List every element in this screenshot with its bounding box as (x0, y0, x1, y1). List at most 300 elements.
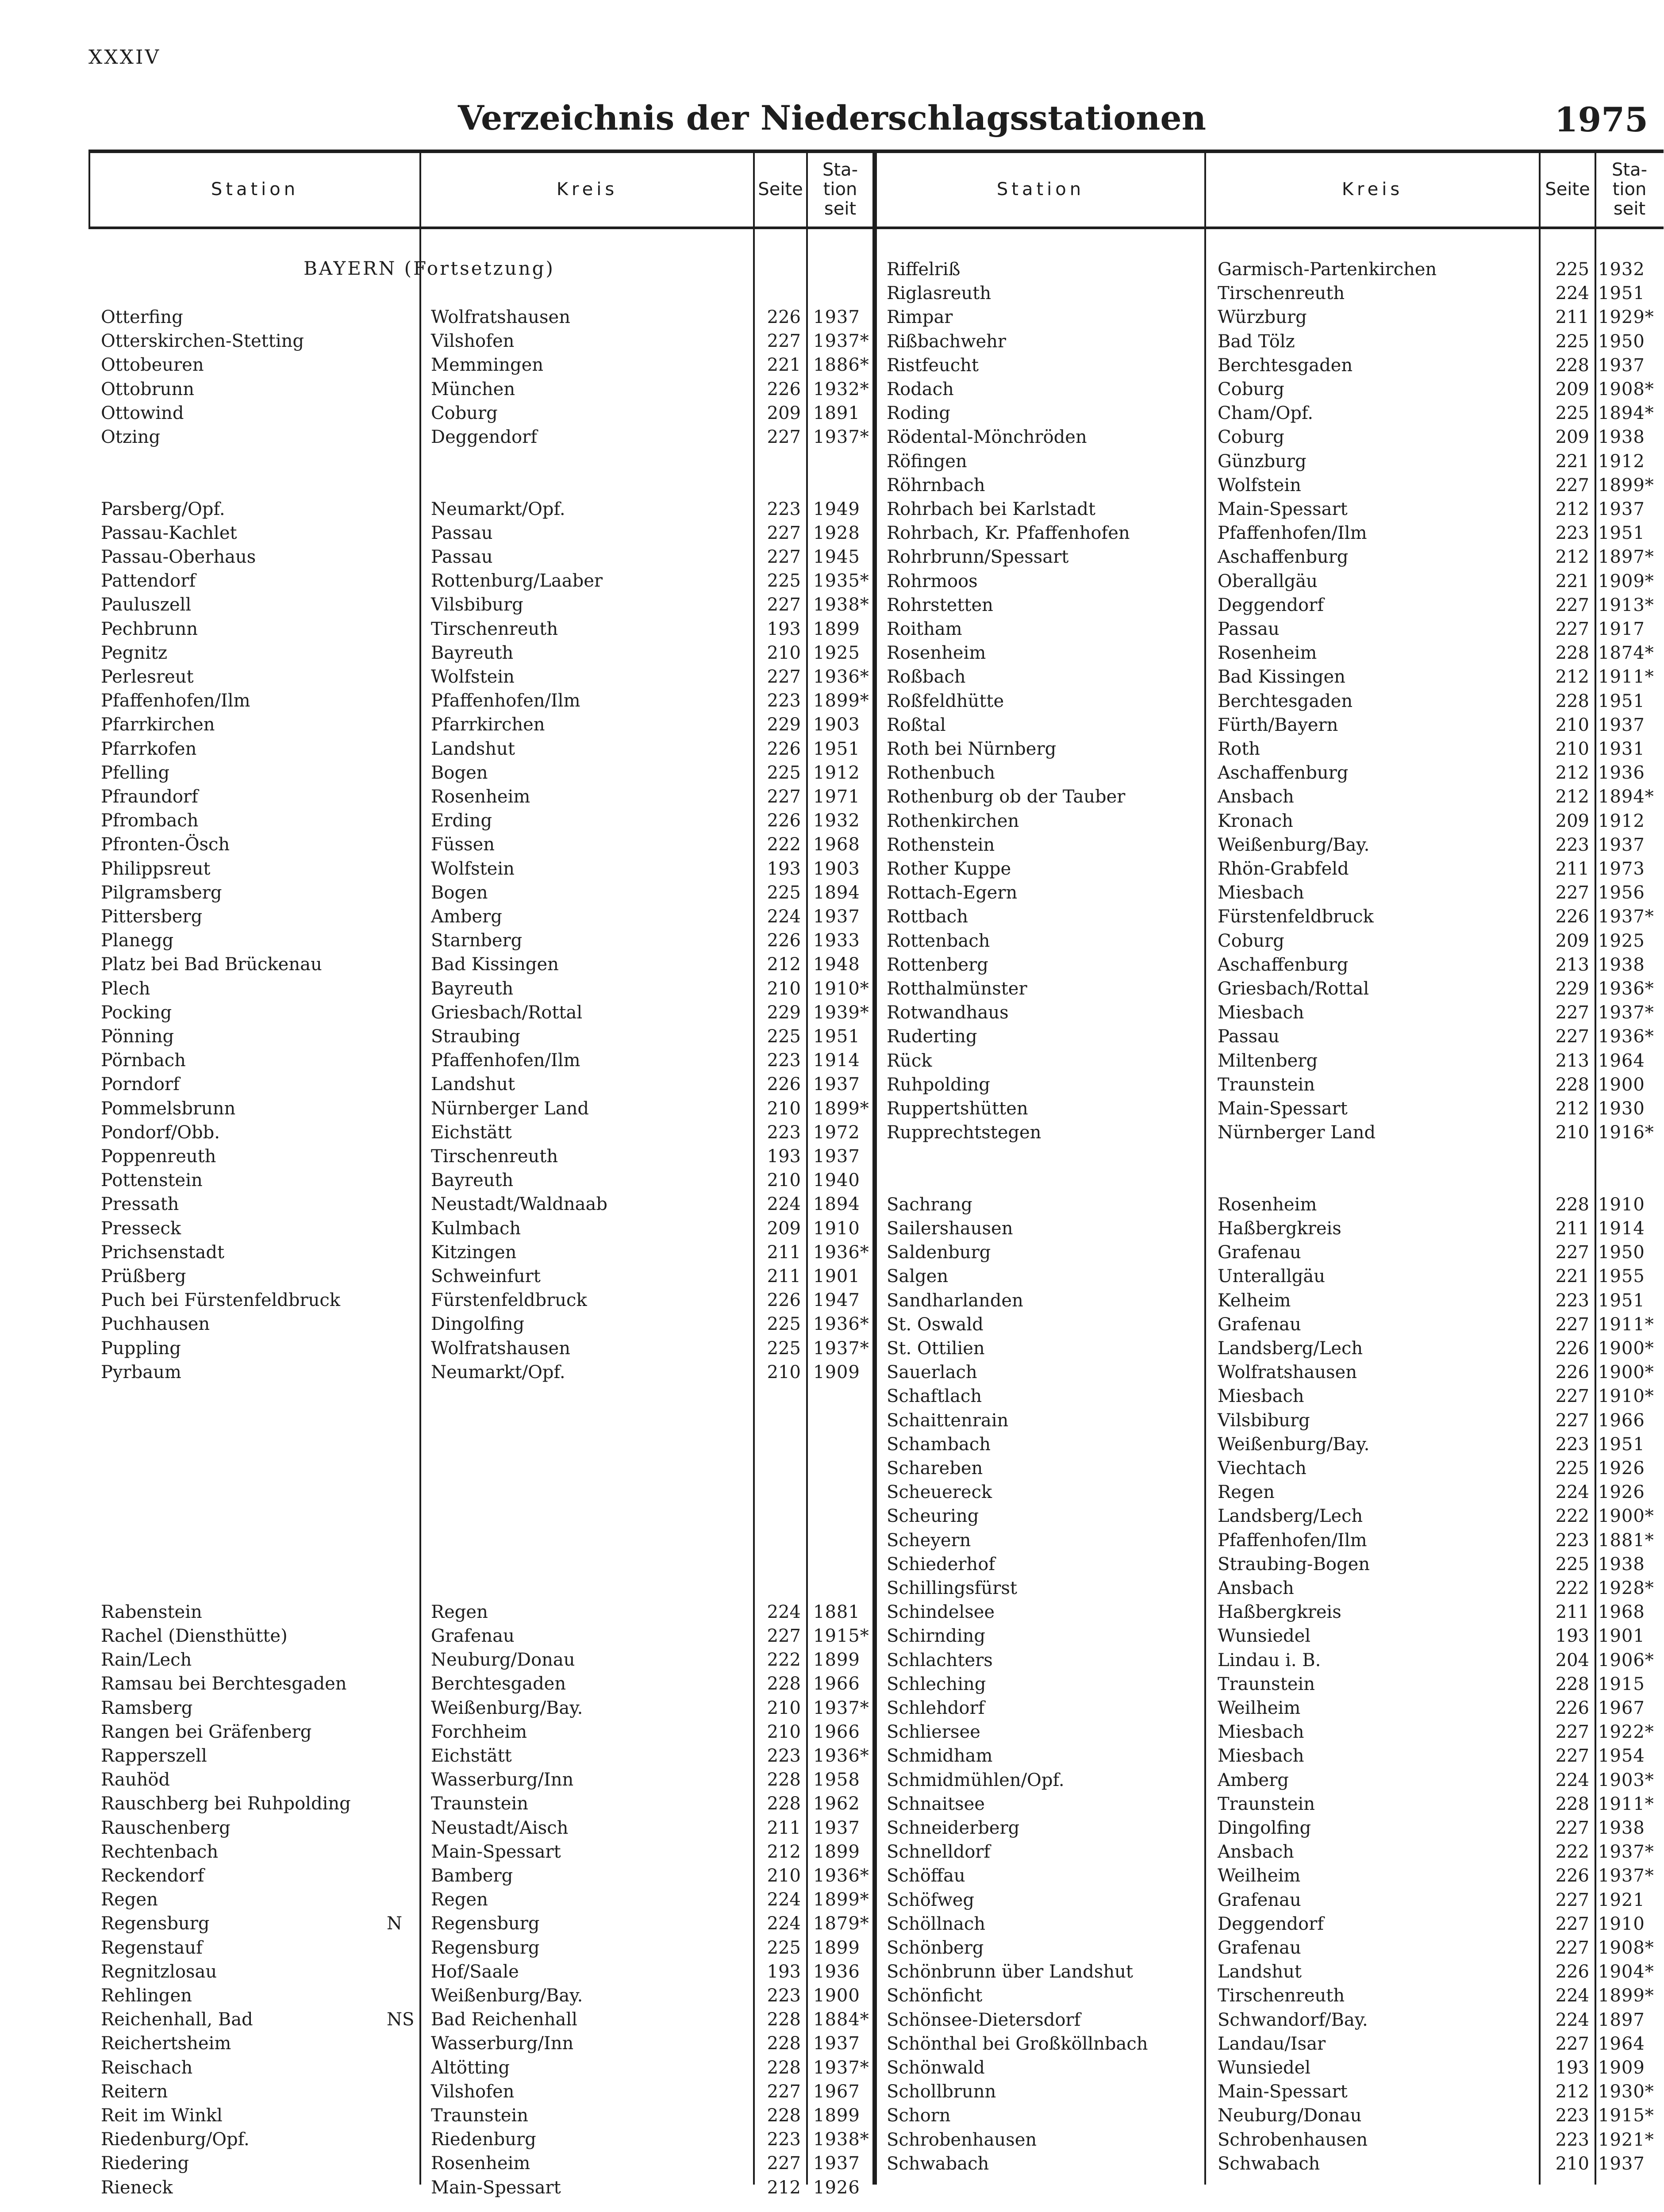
station-cell: Rothenkirchen (887, 810, 1019, 831)
station-seit-cell: 1910* (813, 978, 869, 999)
kreis-cell: Unterallgäu (1218, 1266, 1325, 1287)
station-cell: Ramsberg (101, 1697, 193, 1718)
station-seit-cell: 1964 (1598, 1050, 1645, 1071)
seite-cell: 204 (1555, 1650, 1589, 1671)
seite-cell: 193 (767, 858, 801, 879)
station-cell: Rißbachwehr (887, 331, 1007, 352)
seite-cell: 227 (1555, 475, 1589, 495)
station-cell: Rauschberg bei Ruhpolding (101, 1793, 351, 1814)
seite-cell: 227 (767, 1626, 801, 1646)
station-cell: Rapperszell (101, 1746, 207, 1766)
seite-cell: 211 (1555, 1602, 1589, 1623)
station-seit-cell: 1936 (1598, 763, 1645, 783)
station-seit-cell: 1945 (813, 547, 860, 567)
kreis-cell: Landau/Isar (1218, 2033, 1326, 2054)
page-number: XXXIV (88, 46, 161, 69)
kreis-cell: Bad Kissingen (1218, 667, 1345, 687)
station-seit-cell: 1971 (813, 787, 860, 807)
station-seit-cell: 1938* (813, 595, 869, 615)
seite-cell: 227 (767, 787, 801, 807)
station-cell: Sailershausen (887, 1218, 1013, 1239)
seite-cell: 223 (1555, 1434, 1589, 1455)
section-heading: BAYERN (Fortsetzung) (304, 257, 555, 279)
seite-cell: 212 (1555, 2081, 1589, 2102)
seite-cell: 223 (767, 2129, 801, 2150)
seite-cell: 228 (767, 1674, 801, 1694)
kreis-cell: Coburg (1218, 930, 1284, 951)
station-seit-cell: 1937 (1598, 714, 1645, 735)
station-cell: Rechtenbach (101, 1841, 219, 1862)
kreis-cell: Aschaffenburg (1218, 763, 1349, 783)
kreis-cell: Nürnberger Land (1218, 1122, 1376, 1143)
station-seit-cell: 1904* (1598, 1962, 1654, 1982)
station-seit-cell: 1940 (813, 1170, 860, 1191)
kreis-cell: Landsberg/Lech (1218, 1338, 1363, 1359)
station-cell: Presseck (101, 1218, 181, 1239)
station-seit-cell: 1899* (1598, 475, 1654, 495)
station-seit-cell: 1910 (813, 1218, 860, 1239)
station-seit-cell: 1912 (813, 762, 860, 783)
kreis-cell: Bogen (431, 882, 488, 903)
kreis-cell: Main-Spessart (431, 2177, 561, 2198)
kreis-cell: Rottenburg/Laaber (431, 571, 603, 591)
seite-cell: 211 (767, 1817, 801, 1838)
seite-cell: 224 (1555, 2009, 1589, 2030)
station-seit-cell: 1909* (1598, 571, 1654, 591)
seite-cell: 227 (1555, 1314, 1589, 1335)
station-seit-cell: 1937* (1598, 1866, 1654, 1886)
station-seit-cell: 1901 (813, 1266, 860, 1286)
station-cell: Otterskirchen-Stetting (101, 331, 304, 352)
station-cell: Scheyern (887, 1530, 971, 1551)
station-cell: Regnitzlosau (101, 1961, 217, 1982)
seite-cell: 224 (1555, 1482, 1589, 1503)
kreis-cell: Deggendorf (431, 427, 537, 447)
kreis-cell: Regen (1218, 1482, 1275, 1503)
kreis-cell: Bad Tölz (1218, 331, 1295, 352)
kreis-cell: Wolfstein (1218, 475, 1301, 495)
seite-cell: 228 (767, 1770, 801, 1790)
station-seit-cell: 1881 (813, 1601, 860, 1622)
seite-cell: 212 (767, 954, 801, 975)
station-seit-cell: 1900 (813, 1985, 860, 2006)
station-seit-cell: 1915* (813, 1626, 869, 1646)
station-cell: Regenstauf (101, 1937, 203, 1958)
kreis-cell: Neumarkt/Opf. (431, 1362, 565, 1382)
station-cell: Ottowind (101, 403, 184, 423)
station-seit-cell: 1972 (813, 1122, 860, 1143)
station-seit-cell: 1930 (1598, 1098, 1645, 1119)
seite-cell: 228 (1555, 355, 1589, 376)
station-cell: Ruderting (887, 1026, 977, 1047)
station-seit-cell: 1912 (1598, 451, 1645, 472)
station-seit-cell: 1926 (1598, 1482, 1645, 1503)
station-cell: Pönning (101, 1026, 174, 1047)
station-seit-cell: 1910 (1598, 1194, 1645, 1215)
seite-cell: 210 (767, 1362, 801, 1382)
kreis-cell: Tirschenreuth (431, 618, 558, 639)
station-seit-cell: 1911* (1598, 1314, 1654, 1335)
kreis-cell: Regen (431, 1889, 488, 1910)
seite-cell: 224 (767, 1601, 801, 1622)
kreis-cell: Wolfstein (431, 858, 515, 879)
seite-cell: 193 (767, 618, 801, 639)
seite-cell: 225 (767, 1338, 801, 1359)
kreis-cell: Miesbach (1218, 1746, 1304, 1767)
kreis-cell: Deggendorf (1218, 595, 1324, 615)
kreis-cell: Neuburg/Donau (1218, 2105, 1362, 2126)
seite-cell: 225 (1555, 403, 1589, 424)
station-seit-cell: 1936* (813, 1314, 869, 1335)
station-seit-cell: 1939* (813, 1002, 869, 1023)
station-seit-cell: 1937 (813, 906, 860, 927)
station-cell: Rohrmoos (887, 571, 978, 591)
station-cell: Rupprechtstegen (887, 1122, 1041, 1143)
station-cell: Passau-Kachlet (101, 522, 237, 543)
seite-cell: 228 (1555, 1793, 1589, 1814)
seite-cell: 222 (767, 1650, 801, 1671)
seite-cell: 226 (1555, 1338, 1589, 1359)
kreis-cell: Griesbach/Rottal (431, 1002, 583, 1023)
station-cell: Pfaffenhofen/Ilm (101, 691, 250, 711)
station-cell: Schlachters (887, 1650, 993, 1671)
station-cell: Schönsee-Dietersdorf (887, 2009, 1081, 2030)
seite-cell: 226 (767, 1290, 801, 1311)
station-cell: Schneiderberg (887, 1818, 1020, 1838)
station-cell: Schnaitsee (887, 1793, 985, 1814)
station-cell: Schollbrunn (887, 2081, 996, 2102)
station-cell: Pyrbaum (101, 1362, 181, 1382)
kreis-cell: Tirschenreuth (1218, 283, 1345, 304)
station-cell: Rehlingen (101, 1985, 192, 2006)
station-cell: Rosenheim (887, 643, 986, 664)
station-seit-cell: 1886* (813, 355, 869, 376)
kreis-cell: Main-Spessart (1218, 499, 1348, 519)
station-cell: Rothenstein (887, 834, 995, 855)
station-seit-cell: 1951 (813, 738, 860, 759)
kreis-cell: Traunstein (431, 1793, 528, 1814)
station-seit-cell: 1897 (1598, 2009, 1645, 2030)
kreis-cell: Fürstenfeldbruck (431, 1290, 587, 1311)
station-seit-cell: 1938 (1598, 427, 1645, 448)
station-seit-cell: 1938 (1598, 1554, 1645, 1575)
station-seit-cell: 1938 (1598, 1818, 1645, 1838)
kreis-cell: Lindau i. B. (1218, 1650, 1321, 1671)
seite-cell: 226 (1555, 1362, 1589, 1383)
kreis-cell: Wunsiedel (1218, 2058, 1311, 2078)
seite-cell: 227 (767, 2081, 801, 2102)
kreis-cell: Miesbach (1218, 1386, 1304, 1407)
kreis-cell: Griesbach/Rottal (1218, 979, 1369, 999)
kreis-cell: Rosenheim (1218, 643, 1317, 664)
station-cell: Schönbrunn über Landshut (887, 1962, 1133, 1982)
kreis-cell: Schwandorf/Bay. (1218, 2009, 1368, 2030)
kreis-cell: Regen (431, 1601, 488, 1622)
kreis-cell: Kulmbach (431, 1218, 521, 1239)
station-seit-cell: 1937 (813, 2033, 860, 2054)
seite-cell: 223 (767, 691, 801, 711)
station-seit-cell: 1951 (1598, 1434, 1645, 1455)
seite-cell: 224 (1555, 283, 1589, 304)
station-seit-cell: 1937 (813, 307, 860, 327)
seite-cell: 224 (767, 1889, 801, 1910)
station-cell: Schöfweg (887, 1889, 974, 1910)
kreis-cell: Bogen (431, 762, 488, 783)
seite-cell: 212 (1555, 547, 1589, 568)
header-station-seit-line3: seit (824, 198, 857, 219)
station-cell: Ottobrunn (101, 379, 195, 399)
station-cell: Schöffau (887, 1866, 965, 1886)
station-seit-cell: 1926 (813, 2177, 860, 2198)
station-cell: Puppling (101, 1338, 181, 1359)
seite-cell: 209 (1555, 810, 1589, 831)
station-cell: Scheuereck (887, 1482, 992, 1503)
station-cell: Pittersberg (101, 906, 203, 927)
station-cell: Pfarrkirchen (101, 714, 215, 735)
seite-cell: 221 (1555, 1266, 1589, 1287)
header-seite-left: Seite (758, 179, 803, 200)
seite-cell: 228 (767, 2105, 801, 2126)
station-cell: Schnelldorf (887, 1842, 991, 1863)
kreis-cell: Miesbach (1218, 1002, 1304, 1023)
station-cell: Pattendorf (101, 571, 196, 591)
station-cell: Roßtal (887, 714, 946, 735)
seite-cell: 224 (767, 1194, 801, 1215)
station-seit-cell: 1958 (813, 1770, 860, 1790)
station-seit-cell: 1903 (813, 714, 860, 735)
station-cell: Pauluszell (101, 595, 192, 615)
station-seit-cell: 1899 (813, 2105, 860, 2126)
station-cell: Puchhausen (101, 1314, 210, 1335)
station-cell: Pörnbach (101, 1050, 186, 1071)
station-cell: Ruppertshütten (887, 1098, 1028, 1119)
seite-cell: 227 (1555, 1938, 1589, 1958)
seite-cell: 227 (1555, 1242, 1589, 1263)
kreis-cell: Ansbach (1218, 1578, 1294, 1598)
seite-cell: 193 (1555, 1626, 1589, 1647)
station-cell: Platz bei Bad Brückenau (101, 954, 322, 975)
seite-cell: 210 (1555, 2153, 1589, 2174)
station-seit-cell: 1900* (1598, 1506, 1654, 1527)
kreis-cell: Bad Reichenhall (431, 2009, 577, 2030)
kreis-cell: Rosenheim (1218, 1194, 1317, 1215)
year: 1975 (1554, 100, 1648, 139)
station-seit-cell: 1929* (1598, 307, 1654, 328)
station-cell: Röfingen (887, 451, 967, 472)
station-cell: Pottenstein (101, 1170, 203, 1191)
station-cell: Reichenhall, Bad (101, 2009, 253, 2030)
station-cell: Riedering (101, 2153, 189, 2174)
station-seit-cell: 1968 (1598, 1602, 1645, 1623)
seite-cell: 229 (1555, 979, 1589, 999)
seite-cell: 211 (767, 1266, 801, 1286)
seite-cell: 228 (1555, 691, 1589, 711)
seite-cell: 221 (1555, 571, 1589, 591)
kreis-cell: Bad Kissingen (431, 954, 559, 975)
header-station-right: Station (996, 179, 1085, 200)
station-seit-cell: 1937 (1598, 355, 1645, 376)
seite-cell: 227 (1555, 595, 1589, 615)
station-seit-cell: 1897* (1598, 547, 1654, 568)
kreis-cell: Grafenau (1218, 1314, 1301, 1335)
seite-cell: 226 (767, 930, 801, 951)
station-mark: N (387, 1913, 402, 1934)
header-station-seit-line1: Sta- (822, 159, 858, 180)
header-station-left: Station (211, 179, 299, 200)
station-seit-cell: 1950 (1598, 331, 1645, 352)
seite-cell: 228 (1555, 643, 1589, 664)
seite-cell: 223 (767, 1050, 801, 1071)
station-seit-cell: 1936* (1598, 979, 1654, 999)
station-cell: Regen (101, 1889, 158, 1910)
station-seit-cell: 1933 (813, 930, 860, 951)
station-cell: Ristfeucht (887, 355, 979, 376)
seite-cell: 223 (767, 499, 801, 519)
station-cell: Rohrstetten (887, 595, 993, 615)
station-cell: Rotthalmünster (887, 979, 1027, 999)
kreis-cell: Passau (431, 522, 493, 543)
kreis-cell: Vilsbiburg (1218, 1410, 1310, 1431)
seite-cell: 228 (767, 1793, 801, 1814)
station-cell: Schlehdorf (887, 1698, 985, 1718)
kreis-cell: Passau (1218, 1026, 1280, 1047)
station-seit-cell: 1936* (813, 1242, 869, 1263)
station-seit-cell: 1891 (813, 403, 860, 423)
kreis-cell: Pfarrkirchen (431, 714, 545, 735)
seite-cell: 225 (767, 1937, 801, 1958)
station-seit-cell: 1894* (1598, 787, 1654, 807)
station-seit-cell: 1909 (813, 1362, 860, 1382)
station-cell: Roding (887, 403, 950, 424)
kreis-cell: Weilheim (1218, 1698, 1301, 1718)
station-cell: Reichertsheim (101, 2033, 231, 2054)
station-cell: Porndorf (101, 1074, 180, 1095)
station-seit-cell: 1973 (1598, 859, 1645, 879)
kreis-cell: Bayreuth (431, 1170, 514, 1191)
seite-cell: 212 (1555, 499, 1589, 519)
station-cell: Saldenburg (887, 1242, 991, 1263)
station-cell: Ramsau bei Berchtesgaden (101, 1674, 347, 1694)
station-cell: Schmidham (887, 1746, 993, 1767)
station-seit-cell: 1894 (813, 882, 860, 903)
kreis-cell: Wunsiedel (1218, 1626, 1311, 1647)
seite-cell: 227 (1555, 1889, 1589, 1910)
seite-cell: 229 (767, 714, 801, 735)
kreis-cell: Main-Spessart (431, 1841, 561, 1862)
seite-cell: 227 (1555, 883, 1589, 903)
station-seit-cell: 1937* (813, 1338, 869, 1359)
station-seit-cell: 1913* (1598, 595, 1654, 615)
header-station-seit-line1: Sta- (1611, 159, 1648, 180)
station-seit-cell: 1903* (1598, 1770, 1654, 1790)
seite-cell: 224 (767, 906, 801, 927)
seite-cell: 227 (1555, 1026, 1589, 1047)
kreis-cell: München (431, 379, 515, 399)
station-cell: Rohrbrunn/Spessart (887, 547, 1069, 568)
page-title: Verzeichnis der Niederschlagsstationen (458, 98, 1206, 138)
station-cell: Reckendorf (101, 1866, 204, 1886)
seite-cell: 226 (767, 810, 801, 831)
station-seit-cell: 1894* (1598, 403, 1654, 424)
seite-cell: 224 (1555, 1770, 1589, 1790)
station-seit-cell: 1900* (1598, 1362, 1654, 1383)
kreis-cell: Roth (1218, 739, 1260, 759)
kreis-cell: Günzburg (1218, 451, 1307, 472)
station-seit-cell: 1937 (813, 1817, 860, 1838)
station-cell: Schrobenhausen (887, 2129, 1037, 2150)
station-seit-cell: 1950 (1598, 1242, 1645, 1263)
station-cell: Pondorf/Obb. (101, 1122, 220, 1143)
seite-cell: 222 (1555, 1842, 1589, 1863)
seite-cell: 228 (767, 2033, 801, 2054)
station-seit-cell: 1938 (1598, 954, 1645, 975)
kreis-cell: Kelheim (1218, 1290, 1291, 1311)
kreis-cell: Schweinfurt (431, 1266, 541, 1286)
seite-cell: 227 (767, 331, 801, 352)
station-seit-cell: 1968 (813, 834, 860, 855)
seite-cell: 227 (1555, 1002, 1589, 1023)
station-seit-cell: 1937* (813, 1697, 869, 1718)
station-seit-cell: 1966 (813, 1721, 860, 1742)
kreis-cell: Grafenau (1218, 1938, 1301, 1958)
seite-cell: 227 (767, 427, 801, 447)
seite-cell: 212 (1555, 763, 1589, 783)
seite-cell: 193 (1555, 2058, 1589, 2078)
station-cell: Pfronten-Ösch (101, 834, 230, 855)
station-cell: Rothenburg ob der Tauber (887, 787, 1126, 807)
seite-cell: 224 (767, 1913, 801, 1934)
station-cell: Schorn (887, 2105, 951, 2126)
station-cell: Rabenstein (101, 1601, 202, 1622)
station-seit-cell: 1937* (813, 2057, 869, 2078)
seite-cell: 226 (767, 379, 801, 399)
kreis-cell: Straubing-Bogen (1218, 1554, 1370, 1575)
station-cell: Salgen (887, 1266, 949, 1287)
kreis-cell: Miltenberg (1218, 1050, 1318, 1071)
kreis-cell: Nürnberger Land (431, 1098, 589, 1119)
station-seit-cell: 1949 (813, 499, 860, 519)
station-seit-cell: 1951 (1598, 523, 1645, 544)
station-seit-cell: 1955 (1598, 1266, 1645, 1287)
station-seit-cell: 1899 (813, 1650, 860, 1671)
station-seit-cell: 1909 (1598, 2058, 1645, 2078)
seite-cell: 227 (1555, 619, 1589, 639)
kreis-cell: Ansbach (1218, 787, 1294, 807)
station-seit-cell: 1899 (813, 618, 860, 639)
station-cell: Schirnding (887, 1626, 986, 1647)
kreis-cell: Memmingen (431, 355, 544, 376)
kreis-cell: Deggendorf (1218, 1913, 1324, 1934)
kreis-cell: Dingolfing (431, 1314, 525, 1335)
kreis-cell: Miesbach (1218, 1722, 1304, 1743)
seite-cell: 222 (767, 834, 801, 855)
kreis-cell: Würzburg (1218, 307, 1307, 328)
kreis-cell: Haßbergkreis (1218, 1602, 1341, 1623)
station-cell: Pechbrunn (101, 618, 198, 639)
seite-cell: 225 (1555, 259, 1589, 280)
station-cell: Schillingsfürst (887, 1578, 1017, 1598)
kreis-cell: Grafenau (1218, 1889, 1301, 1910)
kreis-cell: Neustadt/Waldnaab (431, 1194, 607, 1215)
station-cell: Schönficht (887, 1985, 983, 2006)
station-cell: St. Oswald (887, 1314, 984, 1335)
seite-cell: 228 (1555, 1194, 1589, 1215)
station-cell: Rothenbuch (887, 763, 995, 783)
station-seit-cell: 1935* (813, 571, 869, 591)
station-mark: NS (387, 2009, 415, 2030)
station-seit-cell: 1925 (1598, 930, 1645, 951)
seite-cell: 209 (1555, 379, 1589, 399)
